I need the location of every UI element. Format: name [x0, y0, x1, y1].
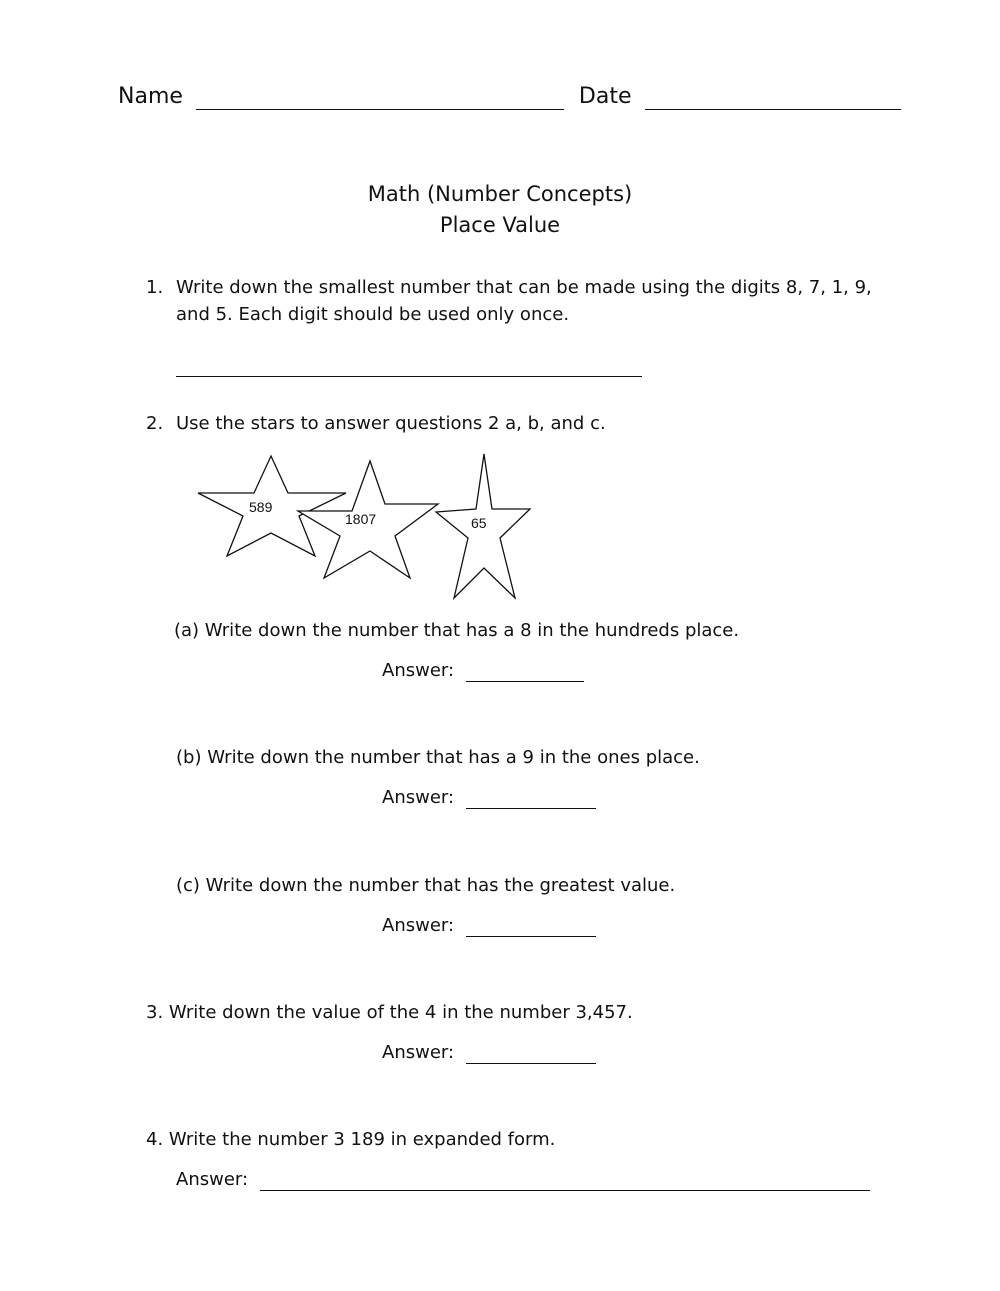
- q2b-answer-label: Answer:: [382, 787, 455, 808]
- stars-figure: [190, 448, 540, 608]
- star-label-589: 589: [249, 499, 273, 515]
- q2-number: 2.: [146, 413, 164, 434]
- date-label: Date: [578, 84, 632, 109]
- q2c-answer-row: [382, 915, 596, 937]
- q1-number: 1.: [146, 277, 164, 298]
- q3-answer-row: [382, 1042, 596, 1064]
- star-label-65: 65: [471, 515, 487, 531]
- q1-answer-field[interactable]: [176, 356, 642, 377]
- q3-text: 3. Write down the value of the 4 in the number 3,457.: [146, 1002, 633, 1023]
- q2c-answer-field[interactable]: [466, 916, 596, 937]
- q2c-answer-label: Answer:: [382, 915, 455, 936]
- q1-text-line1: Write down the smallest number that can be made using the digits 8, 7, 1, 9,: [176, 277, 872, 298]
- q2b-text: (b) Write down the number that has a 9 in the ones place.: [176, 747, 700, 768]
- q2a-text: (a) Write down the number that has a 8 in the hundreds place.: [174, 620, 740, 641]
- q4-text: 4. Write the number 3 189 in expanded form.: [146, 1129, 556, 1150]
- header-row: [118, 84, 901, 110]
- q2-text: Use the stars to answer questions 2 a, b, and c.: [176, 413, 606, 434]
- date-field[interactable]: [645, 85, 901, 110]
- worksheet-title: Math (Number Concepts): [367, 182, 633, 206]
- q1-text-line2: and 5. Each digit should be used only once.: [176, 304, 570, 325]
- name-field[interactable]: [196, 85, 564, 110]
- star-label-1807: 1807: [345, 511, 377, 527]
- q4-answer-field[interactable]: [260, 1170, 870, 1191]
- name-label: Name: [118, 84, 183, 109]
- q4-answer-row: [176, 1169, 870, 1191]
- q4-answer-label: Answer:: [176, 1169, 249, 1190]
- q2a-answer-row: [382, 660, 584, 682]
- q2a-answer-field[interactable]: [466, 661, 584, 682]
- q2b-answer-row: [382, 787, 596, 809]
- q3-answer-field[interactable]: [466, 1043, 596, 1064]
- q3-answer-label: Answer:: [382, 1042, 455, 1063]
- q2a-answer-label: Answer:: [382, 660, 455, 681]
- q2b-answer-field[interactable]: [466, 788, 596, 809]
- worksheet-subtitle: Place Value: [439, 213, 561, 237]
- q2c-text: (c) Write down the number that has the greatest value.: [176, 875, 676, 896]
